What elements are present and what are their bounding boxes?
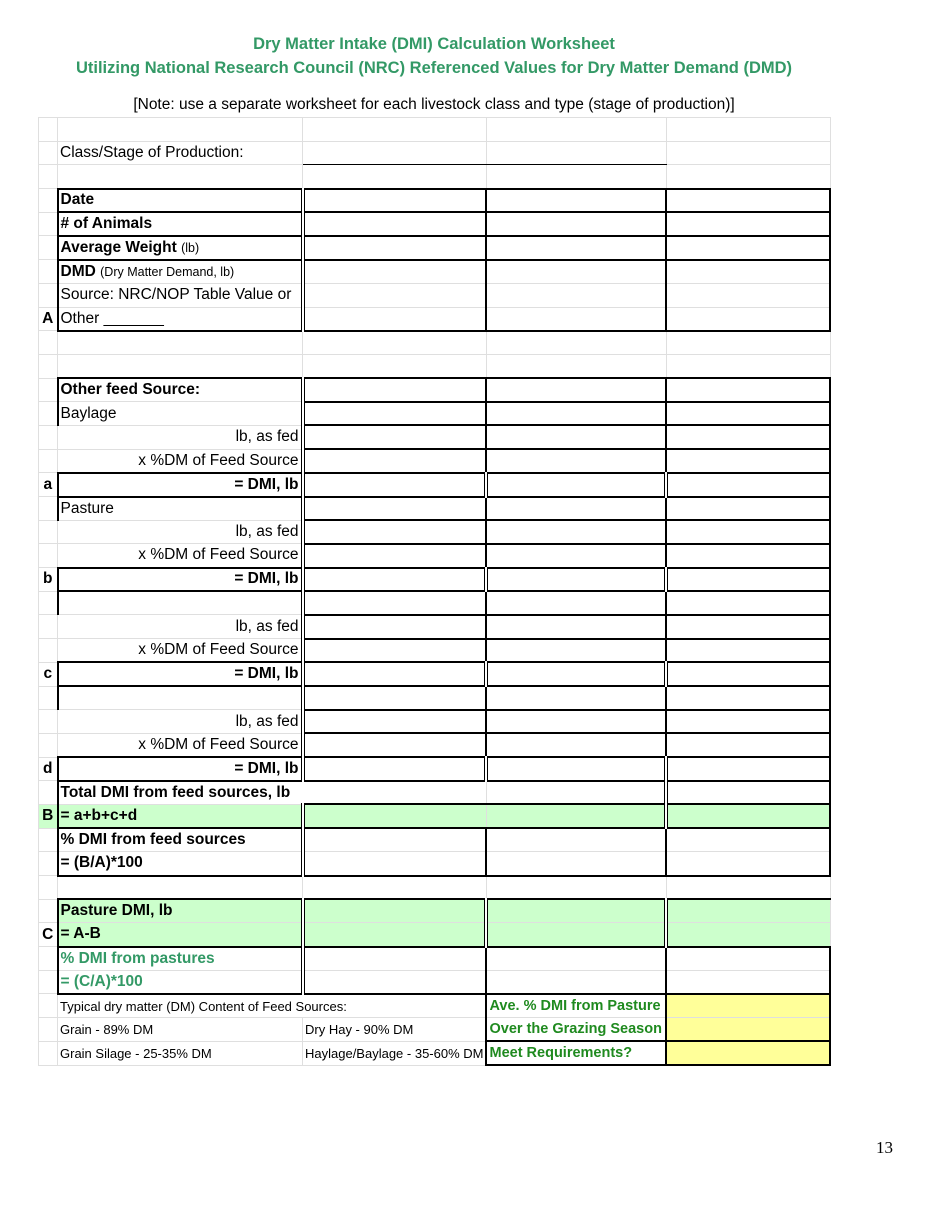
- page-number: 13: [876, 1138, 893, 1157]
- other-feed-heading: Other feed Source:: [58, 378, 303, 402]
- worksheet-note: [Note: use a separate worksheet for each livestock class and type (stage of production)]: [133, 96, 735, 113]
- feed-source-d-name[interactable]: [58, 686, 303, 710]
- table-row: [39, 331, 831, 355]
- pct-dm-label: x %DM of Feed Source: [58, 449, 303, 473]
- table-row: [39, 425, 831, 449]
- num-animals-input-2[interactable]: [486, 212, 666, 236]
- grain-dm: Grain - 89% DM: [58, 1018, 303, 1042]
- avg-weight-label: Average Weight (lb): [58, 236, 303, 260]
- pct-dmi-feed-formula: = (B/A)*100: [58, 852, 303, 876]
- pct-dm-label: x %DM of Feed Source: [58, 733, 303, 757]
- table-row: [39, 141, 831, 165]
- pct-dm-label: x %DM of Feed Source: [58, 544, 303, 568]
- table-row: [39, 947, 831, 971]
- table-row: [39, 876, 831, 900]
- table-row: [39, 994, 831, 1018]
- row-marker-a: a: [39, 473, 58, 497]
- table-row: [39, 615, 831, 639]
- table-row: [39, 354, 831, 378]
- lb-as-fed-label: lb, as fed: [58, 615, 303, 639]
- row-marker-b: b: [39, 568, 58, 592]
- table-row: [39, 923, 831, 947]
- dry-hay-dm: Dry Hay - 90% DM: [303, 1018, 487, 1042]
- grain-silage-dm: Grain Silage - 25-35% DM: [58, 1041, 303, 1065]
- class-stage-label: Class/Stage of Production:: [58, 141, 303, 165]
- table-row: [39, 118, 831, 142]
- lb-as-fed-label: lb, as fed: [58, 425, 303, 449]
- table-row: [39, 804, 831, 828]
- meet-requirements-input[interactable]: [666, 1041, 830, 1065]
- dmd-other-label: Other _______: [58, 307, 303, 331]
- table-row: [39, 165, 831, 189]
- date-label: Date: [58, 189, 303, 213]
- dmd-source-label: Source: NRC/NOP Table Value or: [58, 283, 303, 307]
- pct-dmi-pasture-label: % DMI from pastures: [58, 947, 303, 971]
- pct-dm-label: x %DM of Feed Source: [58, 639, 303, 663]
- typical-dm-label: Typical dry matter (DM) Content of Feed Sources:: [58, 994, 487, 1018]
- pasture-dmi-label: Pasture DMI, lb: [58, 899, 303, 923]
- table-row: [39, 378, 831, 402]
- table-row: [39, 757, 831, 781]
- table-row: [39, 781, 831, 805]
- table-row: [39, 828, 831, 852]
- table-row: [39, 283, 831, 307]
- class-stage-input[interactable]: [303, 141, 487, 165]
- table-row: [39, 402, 831, 426]
- dmd-input-3[interactable]: [666, 260, 830, 284]
- dmd-input-2[interactable]: [486, 260, 666, 284]
- over-season-input[interactable]: [666, 1018, 830, 1042]
- avg-weight-input-3[interactable]: [666, 236, 830, 260]
- row-marker-C: C: [39, 923, 58, 947]
- num-animals-input-1[interactable]: [303, 212, 487, 236]
- total-dmi-formula: = a+b+c+d: [58, 804, 303, 828]
- pct-dmi-pasture-formula: = (C/A)*100: [58, 970, 303, 994]
- avg-weight-input-2[interactable]: [486, 236, 666, 260]
- ave-pct-input[interactable]: [666, 994, 830, 1018]
- row-marker-d: d: [39, 757, 58, 781]
- dmi-lb-label: = DMI, lb: [58, 473, 303, 497]
- table-row: [39, 710, 831, 734]
- table-row: [39, 662, 831, 686]
- worksheet-title: Dry Matter Intake (DMI) Calculation Worksheet: [253, 35, 615, 53]
- table-row: [39, 520, 831, 544]
- date-input-3[interactable]: [666, 189, 830, 213]
- table-row: [39, 449, 831, 473]
- table-row: [39, 591, 831, 615]
- table-row: [39, 497, 831, 521]
- dmd-label: DMD (Dry Matter Demand, lb): [58, 260, 303, 284]
- table-row: [39, 733, 831, 757]
- date-input-2[interactable]: [486, 189, 666, 213]
- total-dmi-label: Total DMI from feed sources, lb: [58, 781, 487, 805]
- table-row: [39, 189, 831, 213]
- table-row: [39, 1041, 831, 1065]
- haylage-dm: Haylage/Baylage - 35-60% DM: [303, 1041, 487, 1065]
- feed-source-a-name: Baylage: [58, 402, 303, 426]
- row-marker-A: A: [39, 307, 58, 331]
- pasture-dmi-formula: = A-B: [58, 923, 303, 947]
- worksheet-subtitle: Utilizing National Research Council (NRC) Referenced Values for Dry Matter Demand (DMD): [75, 59, 793, 77]
- table-row: [39, 686, 831, 710]
- table-row: [39, 1018, 831, 1042]
- lb-as-fed-label: lb, as fed: [58, 520, 303, 544]
- table-row: [39, 544, 831, 568]
- lb-as-fed-label: lb, as fed: [58, 710, 303, 734]
- dmd-input-1[interactable]: [303, 260, 487, 284]
- over-season-label: Over the Grazing Season: [486, 1018, 666, 1042]
- row-marker-c: c: [39, 662, 58, 686]
- dmi-lb-label: = DMI, lb: [58, 662, 303, 686]
- table-row: [39, 212, 831, 236]
- table-row: [39, 852, 831, 876]
- meet-requirements-label: Meet Requirements?: [486, 1041, 666, 1065]
- num-animals-label: # of Animals: [58, 212, 303, 236]
- feed-source-c-name[interactable]: [58, 591, 303, 615]
- dmi-lb-label: = DMI, lb: [58, 757, 303, 781]
- table-row: [39, 260, 831, 284]
- table-row: [39, 568, 831, 592]
- table-row: [39, 639, 831, 663]
- pct-dmi-feed-label: % DMI from feed sources: [58, 828, 303, 852]
- table-row: [39, 899, 831, 923]
- class-stage-input-2[interactable]: [486, 141, 666, 165]
- table-row: [39, 307, 831, 331]
- dmi-lb-label: = DMI, lb: [58, 568, 303, 592]
- num-animals-input-3[interactable]: [666, 212, 830, 236]
- table-row: [39, 970, 831, 994]
- dmi-worksheet-table: [38, 117, 831, 1066]
- date-input-1[interactable]: [303, 189, 487, 213]
- table-row: [39, 473, 831, 497]
- table-row: [39, 236, 831, 260]
- row-marker-B: B: [39, 804, 58, 828]
- feed-source-b-name: Pasture: [58, 497, 303, 521]
- avg-weight-input-1[interactable]: [303, 236, 487, 260]
- ave-pct-label: Ave. % DMI from Pasture: [486, 994, 666, 1018]
